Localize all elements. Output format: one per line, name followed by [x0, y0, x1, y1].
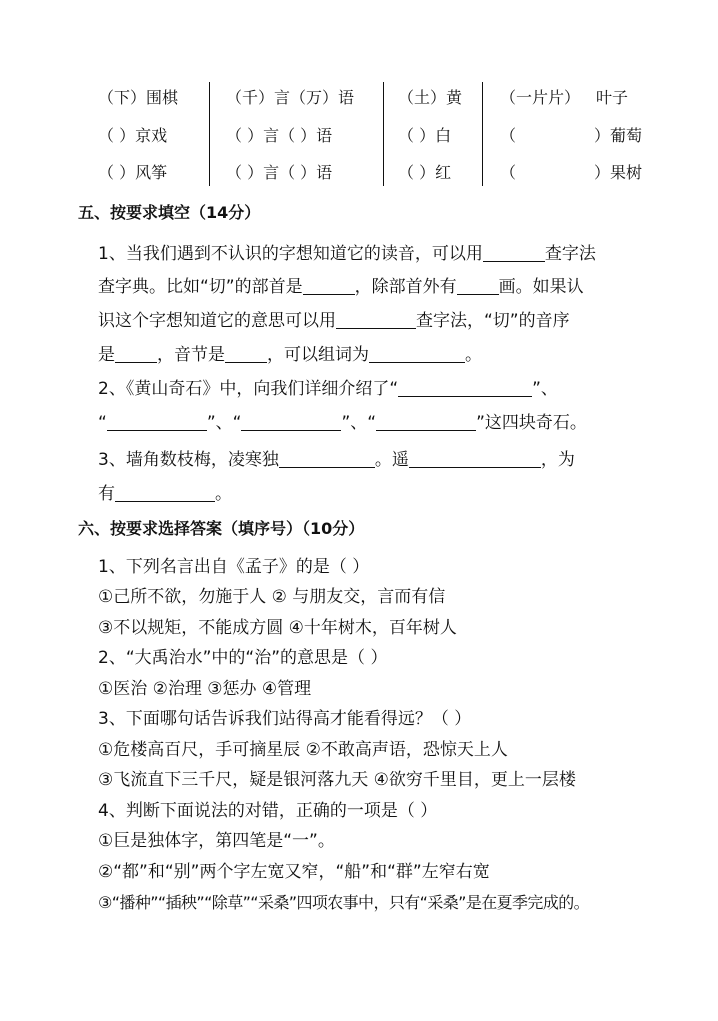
answer-blank[interactable] — [225, 344, 267, 363]
q2-line-1 — [98, 378, 558, 400]
text: 有 — [98, 484, 115, 504]
answer-blank[interactable] — [409, 449, 541, 468]
choice-line: ②“都”和“别”两个字左宽又窄，“船”和“群”左窄右宽 — [98, 862, 490, 882]
answer-blank[interactable] — [336, 310, 416, 329]
text: “ — [98, 413, 107, 433]
question-line: 1、下列名言出自《孟子》的是（ ） — [98, 557, 370, 577]
choice-line: ①医治 ②治理 ③惩办 ④管理 — [98, 679, 312, 699]
text: ，为 — [540, 450, 575, 470]
answer-blank[interactable] — [241, 412, 341, 431]
answer-blank[interactable] — [369, 344, 465, 363]
text: 。 — [215, 484, 232, 504]
table-cell: （ ）白 — [398, 126, 452, 145]
answer-blank[interactable] — [107, 412, 207, 431]
text: 查字法 — [544, 244, 596, 264]
section-five-heading: 五、按要求填空（14分） — [78, 203, 261, 222]
text: ”、“ — [206, 413, 242, 433]
table-cell: （ ）风筝 — [98, 163, 168, 182]
table-column-4 — [500, 78, 658, 190]
choice-line: ③飞流直下三千尺，疑是银河落九天 ④欲穷千里目，更上一层楼 — [98, 770, 576, 790]
text: ，可以组词为 — [267, 345, 369, 365]
table-cell: ）果树 — [594, 163, 643, 182]
q2-line-2 — [98, 412, 587, 434]
text: 识这个字想知道它的意思可以用 — [98, 311, 336, 331]
choice-line: ①巨是独体字，第四笔是“一”。 — [98, 831, 335, 851]
table-divider — [383, 82, 384, 186]
text: 。 — [465, 345, 482, 365]
table-cell: （千）言（万）语 — [226, 88, 355, 107]
table-cell: （ ）红 — [398, 163, 452, 182]
table-cell: ）葡萄 — [594, 126, 643, 145]
choice-line: ①己所不欲，勿施于人 ② 与朋友交，言而有信 — [98, 587, 446, 607]
table-divider — [482, 82, 483, 186]
answer-blank[interactable] — [483, 243, 545, 262]
table-cell: （ ）言（ ）语 — [226, 126, 333, 145]
table-cell: （一片片） — [500, 88, 581, 107]
text: 查字典。比如“切”的部首是 — [98, 277, 303, 297]
text: ，音节是 — [157, 345, 225, 365]
text: 。遥 — [374, 450, 409, 470]
section-six-heading: 六、按要求选择答案（填序号）（10分） — [78, 519, 365, 538]
table-cell: （ ）京戏 — [98, 126, 168, 145]
text: 3、墙角数枝梅，凌寒独 — [98, 450, 279, 470]
table-cell: （ ）言（ ）语 — [226, 163, 333, 182]
answer-blank[interactable] — [457, 276, 499, 295]
text: ，除部首外有 — [354, 277, 457, 297]
answer-blank[interactable] — [115, 483, 215, 502]
answer-blank[interactable] — [303, 276, 355, 295]
answer-blank[interactable] — [115, 344, 157, 363]
word-table — [98, 78, 658, 190]
q3-line-1 — [98, 449, 575, 471]
text: 1、当我们遇到不认识的字想知道它的读音，可以用 — [98, 244, 483, 264]
text: ”、 — [532, 379, 558, 399]
table-divider — [209, 82, 210, 186]
question-line: 2、“大禹治水”中的“治”的意思是（ ） — [98, 648, 388, 668]
q1-line-1 — [98, 243, 596, 265]
answer-blank[interactable] — [398, 378, 532, 397]
choice-line: ①危楼高百尺，手可摘星辰 ②不敢高声语，恐惊天上人 — [98, 740, 508, 760]
choice-line: ③“播种”“插秧”“除草”“采桑”四项农事中，只有“采桑”是在夏季完成的。 — [98, 893, 590, 912]
table-cell: （土）黄 — [398, 88, 463, 107]
answer-blank[interactable] — [376, 412, 476, 431]
choice-line: ③不以规矩，不能成方圆 ④十年树木，百年树人 — [98, 618, 457, 638]
answer-blank[interactable] — [279, 449, 375, 468]
text: 是 — [98, 345, 115, 365]
text: 画。如果认 — [498, 277, 584, 297]
table-cell: （ — [500, 163, 517, 182]
question-line: 3、下面哪句话告诉我们站得高才能看得远？（ ） — [98, 709, 472, 729]
question-line: 4、判断下面说法的对错，正确的一项是（ ） — [98, 801, 438, 821]
q1-line-2 — [98, 276, 584, 298]
text: 2、《黄山奇石》中，向我们详细介绍了“ — [98, 379, 399, 399]
q3-line-2 — [98, 483, 232, 505]
text: 查字法，“切”的音序 — [416, 311, 570, 331]
table-cell: 叶子 — [596, 88, 629, 107]
q1-line-4 — [98, 344, 482, 366]
text: ”、“ — [341, 413, 377, 433]
table-cell: （下）围棋 — [98, 88, 179, 107]
table-cell: （ — [500, 126, 517, 145]
q1-line-3 — [98, 310, 570, 332]
text: ”这四块奇石。 — [476, 413, 587, 433]
